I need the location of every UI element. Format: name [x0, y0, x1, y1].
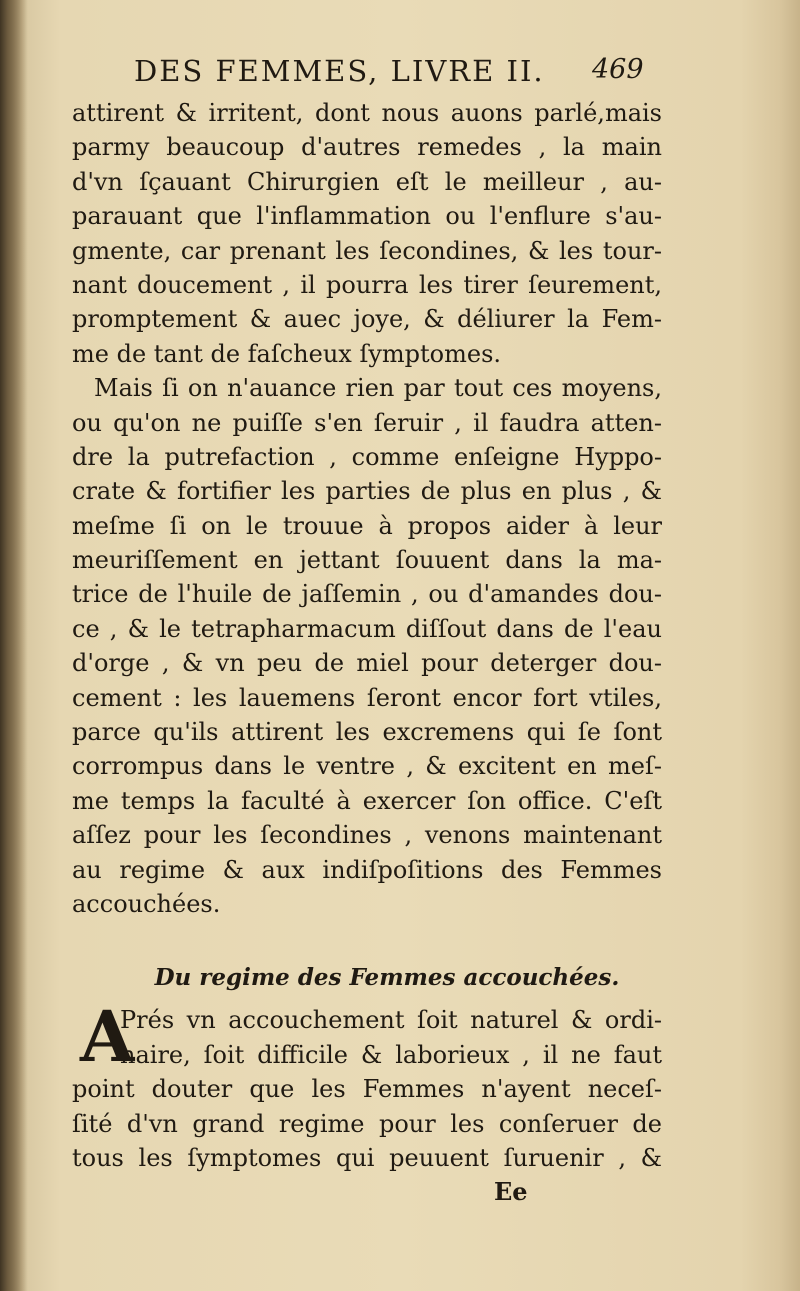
text-line: meſme ſi on le trouue à propos aider à leur	[72, 511, 662, 540]
text-line: meuriſſement en jettant ſouuent dans la ma-	[72, 546, 662, 575]
catchword-row	[72, 1175, 662, 1209]
text-line: parauant que l'inflammation ou l'enflure s'au-	[72, 202, 662, 231]
text-line: naire, ſoit difficile & laborieux , il ne faut	[120, 1040, 662, 1069]
text-line: au regime & aux indiſpoſitions des Femmes	[72, 855, 662, 884]
text-line: d'vn ſçauant Chirurgien eſt le meilleur , au-	[72, 167, 662, 196]
text-line: cement : les lauemens ſeront encor fort vtiles,	[72, 683, 662, 712]
text-line: aſſez pour les ſecondines , venons maintenant	[72, 821, 662, 850]
text-line: ſité d'vn grand regime pour les conſeruer de	[72, 1109, 662, 1138]
catchword: Ee	[494, 1177, 528, 1207]
text-line: point douter que les Femmes n'ayent neceſ-	[72, 1075, 662, 1104]
book-spine-shadow	[0, 0, 28, 1291]
text-line: tous les ſymptomes qui peuuent ſuruenir , &	[72, 1143, 662, 1172]
spacer	[72, 921, 662, 955]
running-title: DES FEMMES, LIVRE II.	[134, 54, 545, 88]
paragraph-1	[72, 96, 662, 371]
text-line: gmente, car prenant les ſecondines, & les tour-	[72, 236, 662, 265]
text-line: Prés vn accouchement ſoit naturel & ordi-	[120, 1006, 662, 1035]
running-head	[72, 52, 662, 96]
text-line: attirent & irritent, dont nous auons parlé,mais	[72, 99, 662, 127]
text-block	[72, 52, 662, 1209]
text-line: ou qu'on ne puiſſe s'en ſeruir , il faudra atten-	[72, 408, 662, 437]
text-line: parmy beaucoup d'autres remedes , la main	[72, 133, 662, 162]
text-line: dre la putrefaction , comme enſeigne Hyppo-	[72, 442, 662, 471]
text-line: Mais ſi on n'auance rien par tout ces moyens,	[94, 374, 662, 403]
text-line: nant doucement , il pourra les tirer ſeurement,	[72, 270, 662, 299]
text-line: crate & fortifier les parties de plus en plus , &	[72, 477, 662, 506]
text-line: trice de l'huile de jaſſemin , ou d'amandes dou-	[72, 580, 662, 609]
page-number: 469	[592, 54, 644, 85]
text-line: accouchées.	[72, 889, 221, 918]
text-line: parce qu'ils attirent les excremens qui ſe ſont	[72, 718, 662, 747]
section-heading: Du regime des Femmes accouchées.	[154, 964, 620, 992]
paragraph-3	[72, 995, 662, 1175]
text-line: me temps la faculté à exercer ſon office. C'eſt	[72, 786, 662, 815]
drop-cap: A	[80, 995, 135, 1079]
paragraph-2	[72, 371, 662, 921]
text-line: me de tant de faſcheux ſymptomes.	[72, 339, 502, 368]
text-line: d'orge , & vn peu de miel pour deterger dou-	[72, 649, 662, 678]
text-line: corrompus dans le ventre , & excitent en meſ-	[72, 752, 662, 781]
text-line: ce , & le tetrapharmacum diſſout dans de l'eau	[72, 614, 662, 643]
text-line: promptement & auec joye, & déliurer la Fem-	[72, 305, 662, 334]
